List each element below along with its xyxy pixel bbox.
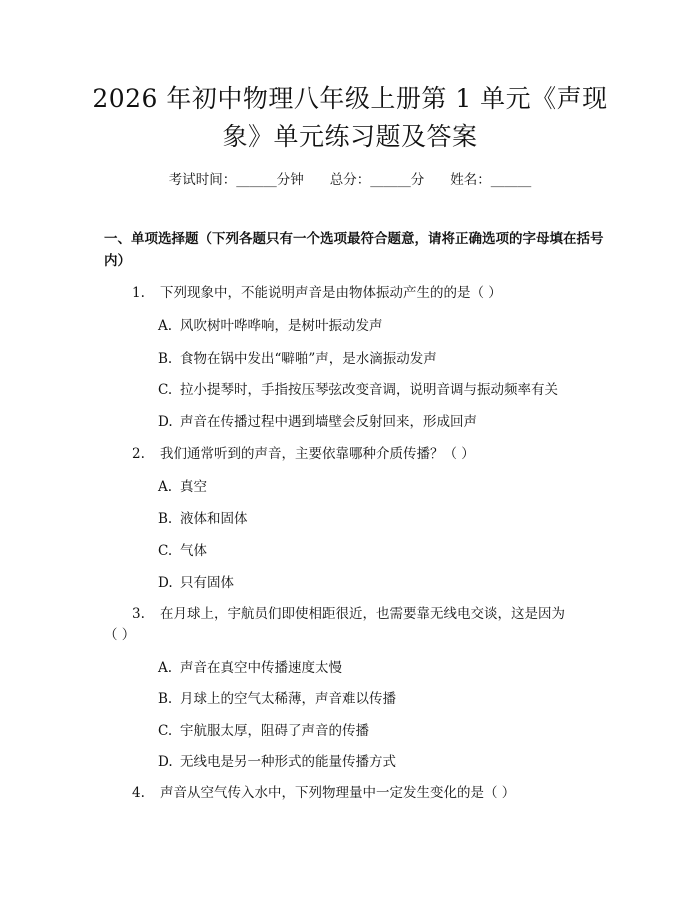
question-3-option-b	[158, 687, 396, 707]
exam-time-field: 考试时间：______分钟	[168, 172, 304, 188]
option-text: 气体	[180, 543, 207, 559]
question-text: 我们通常听到的声音，主要依靠哪种介质传播？（ ）	[160, 446, 475, 462]
question-text: 下列现象中，不能说明声音是由物体振动产生的的是（ ）	[160, 285, 502, 301]
option-text: 食物在锅中发出“噼啪”声，是水滴振动发声	[180, 351, 437, 367]
option-letter: B.	[158, 511, 173, 527]
question-number: 3.	[132, 606, 145, 622]
question-2-option-b	[158, 507, 248, 527]
option-letter: A.	[158, 318, 173, 334]
option-letter: D.	[158, 575, 173, 591]
question-1-option-a	[158, 314, 383, 334]
question-1	[132, 281, 502, 301]
question-number: 2.	[132, 446, 145, 462]
name-field: 姓名：______	[450, 172, 532, 188]
option-text: 宇航服太厚，阻碍了声音的传播	[180, 723, 369, 739]
title-line-1: 2026 年初中物理八年级上册第 1 单元《声现	[92, 84, 608, 113]
question-3-option-d	[158, 750, 396, 770]
question-1-option-d	[158, 410, 477, 430]
option-letter: C.	[158, 382, 173, 398]
total-score-field: 总分：______分	[329, 172, 425, 188]
question-3-continuation: （ ）	[104, 627, 136, 643]
question-1-option-b	[158, 347, 437, 367]
question-4	[132, 781, 515, 801]
option-text: 拉小提琴时，手指按压琴弦改变音调，说明音调与振动频率有关	[180, 382, 558, 398]
option-letter: D.	[158, 414, 173, 430]
option-text: 液体和固体	[180, 511, 248, 527]
option-text: 只有固体	[180, 575, 234, 591]
option-letter: C.	[158, 543, 173, 559]
option-text: 声音在传播过程中遇到墙壁会反射回来，形成回声	[180, 414, 477, 430]
question-3-option-c	[158, 719, 369, 739]
section-heading: 一、单项选择题（下列各题只有一个选项最符合题意，请将正确选项的字母填在括号内）	[104, 231, 604, 269]
question-3-option-a	[158, 656, 342, 676]
title-line-2: 象》单元练习题及答案	[222, 122, 478, 151]
option-text: 风吹树叶哗哗响，是树叶振动发声	[180, 318, 383, 334]
question-2-option-d	[158, 571, 234, 591]
question-2-option-a	[158, 475, 207, 495]
question-text: 在月球上，宇航员们即使相距很近，也需要靠无线电交谈，这是因为	[160, 606, 565, 622]
option-letter: C.	[158, 723, 173, 739]
question-number: 4.	[132, 785, 145, 801]
exam-info	[0, 168, 700, 188]
option-text: 声音在真空中传播速度太慢	[180, 660, 342, 676]
document-title	[60, 80, 640, 156]
question-text: 声音从空气传入水中，下列物理量中一定发生变化的是（ ）	[160, 785, 516, 801]
option-letter: D.	[158, 754, 173, 770]
option-letter: A.	[158, 479, 173, 495]
option-text: 真空	[180, 479, 207, 495]
question-number: 1.	[132, 285, 145, 301]
question-1-option-c	[158, 378, 558, 398]
option-letter: B.	[158, 691, 173, 707]
question-2	[132, 442, 475, 462]
option-letter: A.	[158, 660, 173, 676]
question-2-option-c	[158, 539, 207, 559]
option-letter: B.	[158, 351, 173, 367]
option-text: 无线电是另一种形式的能量传播方式	[180, 754, 396, 770]
option-text: 月球上的空气太稀薄，声音难以传播	[180, 691, 396, 707]
question-3	[132, 602, 565, 622]
